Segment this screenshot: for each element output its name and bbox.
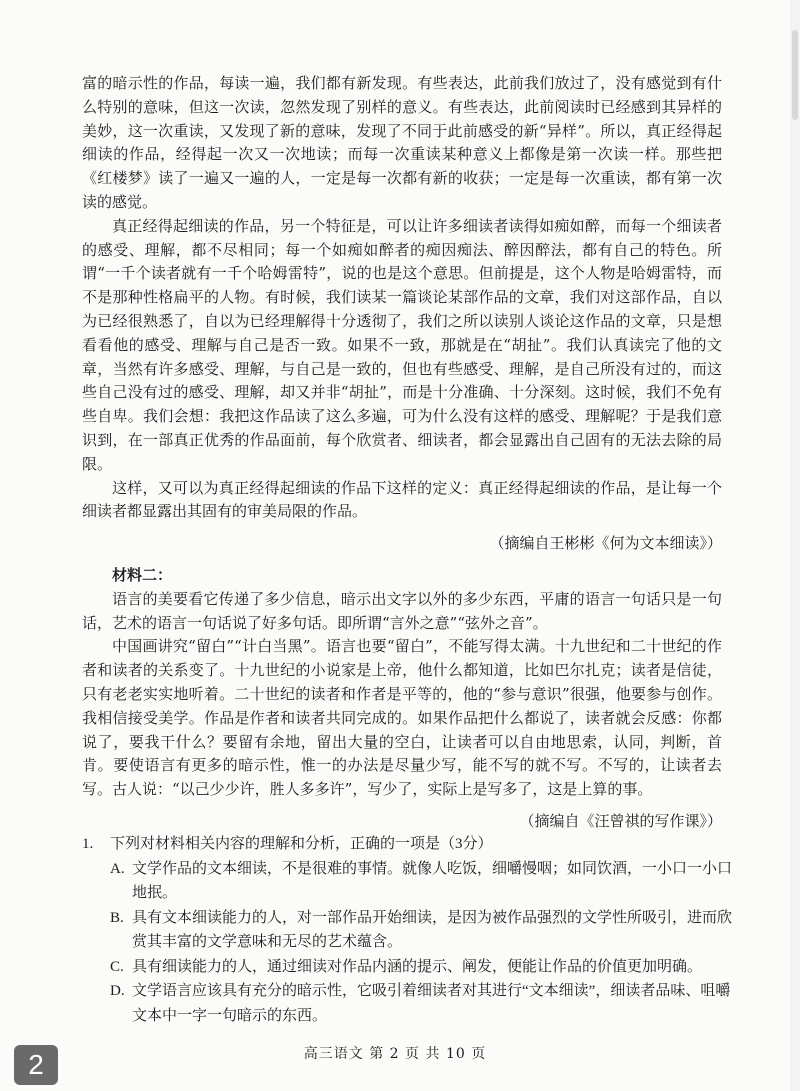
option-letter: D. xyxy=(110,983,125,999)
scrollbar[interactable] xyxy=(790,0,800,1091)
option-text: 具有细读能力的人，通过细读对作品内涵的提示、阐发，便能让作品的价值更加明确。 xyxy=(132,958,703,975)
option-text: 文学语言应该具有充分的暗示性，它吸引着细读者对其进行“文本细读”，细读者品味、咀嚼文本中一字一句暗示的东西。 xyxy=(132,983,731,1024)
question-text: 下列对材料相关内容的理解和分析，正确的一项是（3分） xyxy=(110,836,493,852)
option-d xyxy=(82,979,732,1028)
option-a xyxy=(82,857,732,906)
question-number: 1. xyxy=(82,836,94,852)
paragraph: 富的暗示性的作品，每读一遍，我们都有新发现。有些表达，此前我们放过了，没有感觉到有什么特别的意味，但这一次读，忽然发现了别样的意义。有些表达，此前阅读时已经感到其异样的美妙，这一次重读，又发现了新的意味，发现了不同于此前感受的新“异样”。所以，真正经得起细读的作品，经得起一次又一次地读；而每一次重读某种意义上都像是第一次读一样。那些把《红楼梦》读了一遍又一遍的人，一定是每一次都有新的收获；一定是每一次重读，都有第一次读的感觉。 xyxy=(82,74,722,211)
page-number-badge[interactable]: 2 xyxy=(14,1045,58,1085)
paragraph: 中国画讲究“留白”“计白当黑”。语言也要“留白”，不能写得太满。十九世纪和二十世纪的作者和读者的关系变了。十九世纪的小说家是上帝，他什么都知道，比如巴尔扎克；读者是信徒，只有老老实实地听着。二十世纪的读者和作者是平等的，他的“参与意识”很强，他要参与创作。我相信接受美学。作品是作者和读者共同完成的。如果作品把什么都说了，读者就会反感：你都说了，要我干什么？要留有余地，留出大量的空白，让读者可以自由地思索，认同，判断，首肯。要使语言有更多的暗示性，惟一的办法是尽量少写，能不写的就不写。不写的，让读者去写。古人说：“以己少少许，胜人多多许”，写少了，实际上是写多了，这是上算的事。 xyxy=(82,637,722,799)
source-citation: （摘编自《汪曾祺的写作课》） xyxy=(519,811,722,830)
option-letter: C. xyxy=(110,958,124,975)
source-citation: （摘编自王彬彬《何为文本细读》） xyxy=(489,534,722,553)
paragraph: 语言的美要看它传递了多少信息，暗示出文字以外的多少东西，平庸的语言一句话只是一句话，艺术的语言一句话说了好多句话。即所谓“言外之意”“弦外之音”。 xyxy=(82,589,722,632)
paragraph: 这样，又可以为真正经得起细读的作品下这样的定义：真正经得起细读的作品，是让每一个细读者都显露出其固有的审美局限的作品。 xyxy=(82,478,722,521)
material-heading: 材料二： xyxy=(112,565,173,584)
option-text: 文学作品的文本细读，不是很难的事情。就像人吃饭，细嚼慢咽；如同饮酒，一小口一小口地抿。 xyxy=(132,860,733,901)
paragraph: 真正经得起细读的作品，另一个特征是，可以让许多细读者读得如痴如醉，而每一个细读者的感受、理解，都不尽相同；每一个如痴如醉者的痴因痴法、醉因醉法，都有自己的特色。所谓“一千个读者就有一千个哈姆雷特”，说的也是这个意思。但前提是，这个人物是哈姆雷特，而不是那种性格扁平的人物。有时候，我们读某一篇谈论某部作品的文章，我们对这部作品，自以为已经很熟悉了，自以为已经理解得十分透彻了，我们之所以读别人谈论这作品的文章，只是想看看他的感受、理解与自己是否一致。如果不一致，那就是在“胡扯”。我们认真读完了他的文章，当然有许多感受、理解，与自己是一致的，但也有些感受、理解，是自己所没有过的，而这些自己没有过的感受、理解，却又并非“胡扯”，而是十分准确、十分深刻。这时候，我们不免有些自卑。我们会想：我把这作品读了这么多遍，可为什么没有这样的感受、理解呢？于是我们意识到，在一部真正优秀的作品面前，每个欣赏者、细读者，都会显露出自己固有的无法去除的局限。 xyxy=(82,216,722,473)
question-block xyxy=(82,832,732,1028)
option-b xyxy=(82,906,732,955)
option-c xyxy=(82,955,732,980)
option-text: 具有文本细读能力的人，对一部作品开始细读，是因为被作品强烈的文学性所吸引，进而欣赏其丰富的文学意味和无尽的艺术蕴含。 xyxy=(132,909,733,950)
option-letter: B. xyxy=(110,909,124,926)
question-stem xyxy=(82,832,732,857)
document-body xyxy=(82,72,722,842)
option-letter: A. xyxy=(110,860,125,877)
scrollbar-thumb[interactable] xyxy=(792,30,798,120)
page-footer: 高三语文 第 2 页 共 10 页 xyxy=(303,1046,487,1062)
